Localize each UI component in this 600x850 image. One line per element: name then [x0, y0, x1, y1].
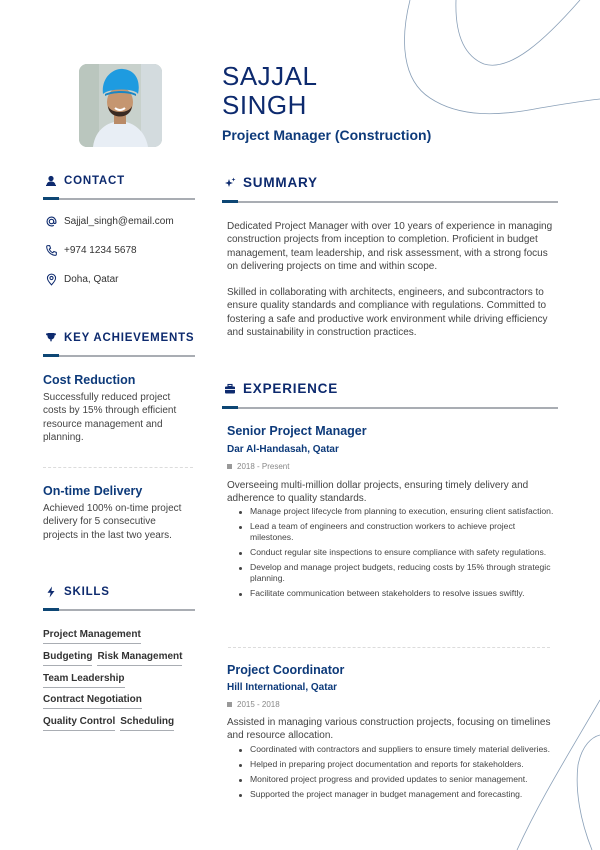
achievements-heading-label: KEY ACHIEVEMENTS [64, 332, 195, 344]
achievement-separator [43, 467, 193, 468]
briefcase-icon [224, 383, 236, 395]
summary-divider [222, 201, 558, 203]
job-bullets [238, 506, 556, 603]
job-bullet: Coordinated with contractors and suppliers to ensure timely material deliveries. [238, 744, 556, 755]
job-separator [228, 647, 550, 648]
top-outer-curve [405, 0, 600, 114]
contact-heading [45, 175, 125, 187]
skills-divider [43, 609, 195, 611]
location-pin-icon [45, 273, 58, 286]
profile-photo [79, 64, 162, 147]
achievement-description: Successfully reduced project costs by 15% through efficient resource management and planning. [43, 392, 177, 444]
contact-location [45, 273, 118, 286]
job-summary: Assisted in managing various construction projects, focusing on timelines and resource allocation. [227, 717, 551, 741]
job-bullet: Supported the project manager in budget management and forecasting. [238, 789, 556, 800]
lightning-icon [45, 586, 57, 598]
job-summary: Overseeing multi-million dollar projects, ensuring timely delivery and adherence to quality standards. [227, 480, 529, 504]
person-photo-icon [79, 64, 162, 147]
calendar-icon [227, 464, 232, 469]
skills-row [43, 651, 182, 666]
summary-heading [224, 175, 318, 190]
job-bullet: Develop and manage project budgets, reducing costs by 15% through strategic planning. [238, 562, 556, 584]
achievements-divider [43, 355, 195, 357]
skills-heading [45, 586, 110, 598]
candidate-name [222, 62, 318, 120]
sparkle-icon [224, 177, 236, 189]
name-last: SINGH [222, 90, 307, 120]
job-dates-label: 2018 - Present [237, 462, 290, 471]
experience-heading-label: EXPERIENCE [243, 381, 339, 396]
bottom-inner-curve [577, 735, 600, 850]
job-dates [227, 700, 280, 709]
contact-divider [43, 198, 195, 200]
achievement-title: On-time Delivery [43, 484, 143, 498]
location-value: Doha, Qatar [64, 274, 119, 285]
job-bullet: Helped in preparing project documentation and reports for stakeholders. [238, 759, 556, 770]
job-role: Project Coordinator [227, 663, 345, 677]
person-icon [45, 175, 57, 187]
name-first: SAJJAL [222, 61, 318, 91]
phone-value: +974 1234 5678 [64, 245, 137, 256]
contact-heading-label: CONTACT [64, 175, 125, 187]
job-company: Dar Al-Handasah, Qatar [227, 444, 339, 455]
skills-row [43, 694, 142, 709]
job-role: Senior Project Manager [227, 424, 367, 438]
job-bullet: Lead a team of engineers and construction workers to achieve project milestones. [238, 521, 556, 543]
job-bullets [238, 744, 556, 804]
experience-heading [224, 381, 338, 396]
job-title: Project Manager (Construction) [222, 127, 432, 143]
job-dates-label: 2015 - 2018 [237, 700, 280, 709]
achievement-description: Achieved 100% on-time project delivery for 5 consecutive projects in the last two years. [43, 503, 182, 541]
skills-heading-label: SKILLS [64, 586, 110, 598]
email-value: Sajjal_singh@email.com [64, 216, 174, 227]
skills-row [43, 716, 174, 731]
skill-tag: Risk Management [97, 651, 182, 666]
skill-tag: Project Management [43, 629, 141, 644]
job-bullet: Facilitate communication between stakeholders to resolve issues swiftly. [238, 588, 556, 599]
summary-heading-label: SUMMARY [243, 175, 318, 190]
achievements-heading [45, 332, 194, 344]
at-icon [45, 215, 58, 228]
summary-paragraph: Skilled in collaborating with architects, engineers, and subcontractors to ensure quality standards and compliance with regulations. Committed to fostering a safe and productive work environment while driving efficiency and sustainability in construction practices. [227, 287, 548, 338]
achievement-title: Cost Reduction [43, 373, 136, 387]
contact-email[interactable] [45, 215, 174, 228]
experience-divider [222, 407, 558, 409]
skills-row [43, 673, 125, 688]
trophy-icon [45, 332, 57, 344]
phone-icon [45, 244, 58, 257]
skill-tag: Contract Negotiation [43, 694, 142, 709]
job-company: Hill International, Qatar [227, 682, 338, 693]
skill-tag: Budgeting [43, 651, 92, 666]
skills-row [43, 629, 141, 644]
job-bullet: Monitored project progress and provided updates to senior management. [238, 774, 556, 785]
contact-phone[interactable] [45, 244, 137, 257]
job-bullet: Manage project lifecycle from planning to execution, ensuring client satisfaction. [238, 506, 556, 517]
job-dates [227, 462, 289, 471]
job-bullet: Conduct regular site inspections to ensure compliance with safety regulations. [238, 547, 556, 558]
skill-tag: Team Leadership [43, 673, 125, 688]
top-inner-curve [456, 0, 580, 65]
summary-paragraph: Dedicated Project Manager with over 10 years of experience in managing construction projects from inception to completion. Proficient in budget management, team leadership, and risk assessment, with a strong focus on delivering projects on time and within scope. [227, 221, 553, 272]
skill-tag: Quality Control [43, 716, 115, 731]
calendar-icon [227, 702, 232, 707]
skill-tag: Scheduling [120, 716, 174, 731]
